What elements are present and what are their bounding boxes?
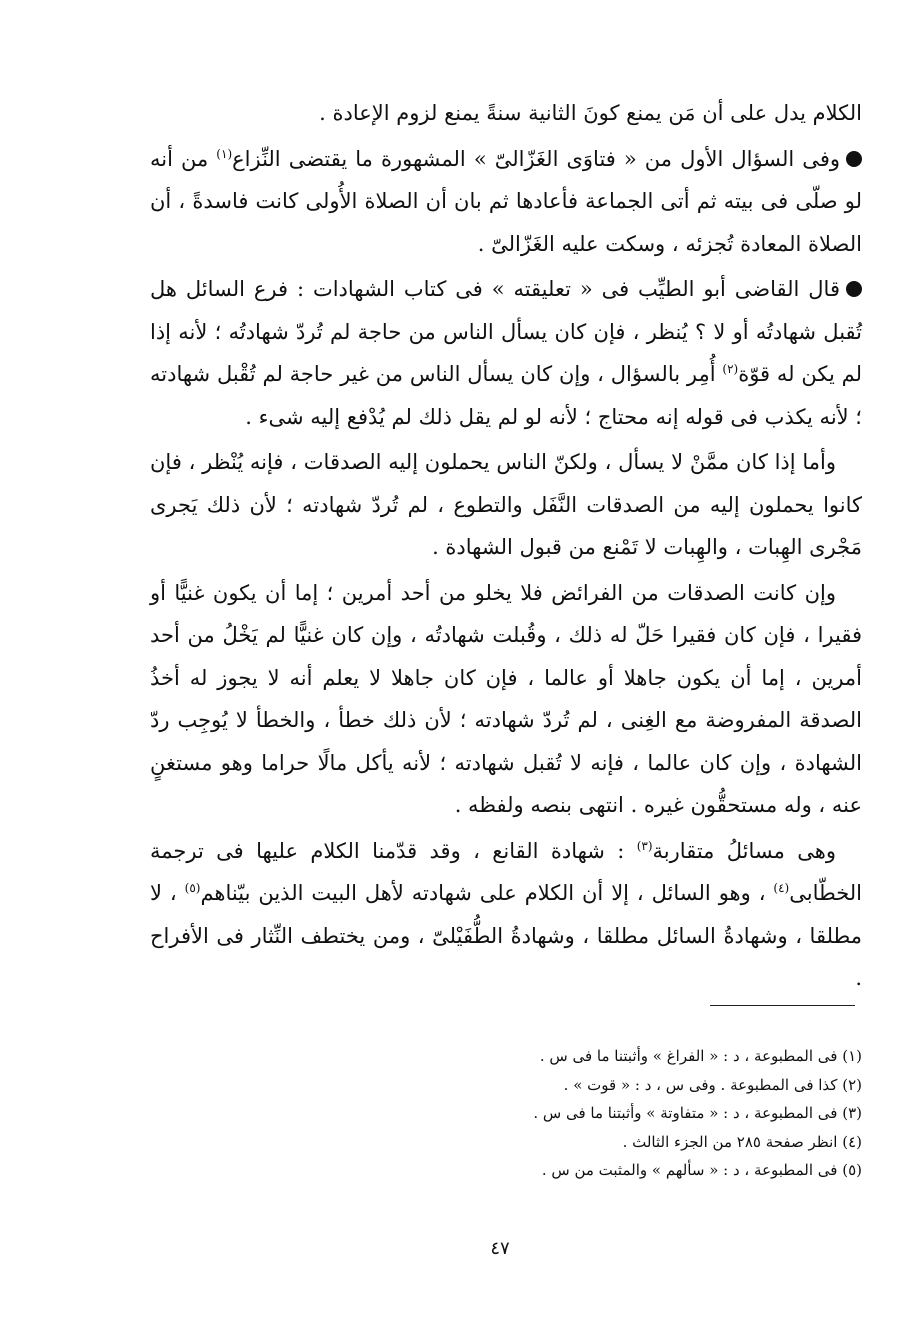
paragraph-text: وأما إذا كان ممَّنْ لا يسأل ، ولكنّ الناس يحملون إليه الصدقات ، فإنه يُنْظر ، فإن كانوا يحملون إليه من الصدقات النَّفَل والتطوع ، لم تُردّ شهادته ؛ لأن ذلك يَجرى مَجْرى الهِبات ، والهِبات لا تَمْنع من قبول الشهادة . (150, 450, 862, 559)
page-number: ٤٧ (490, 1238, 510, 1259)
main-text (150, 92, 862, 1003)
bullet-dot-icon (846, 281, 862, 297)
footnote-ref-3[interactable]: (٣) (636, 838, 653, 853)
paragraph-6 (150, 830, 862, 1000)
footnote-ref-5[interactable]: (٥) (184, 881, 201, 895)
paragraph-text: الكلام يدل على أن مَن يمنع كونَ الثانية سنةً يمنع لزوم الإعادة . (319, 101, 862, 125)
footnotes (320, 1042, 862, 1185)
paragraph-text: وفى السؤال الأول من « فتاوَى الغَزّالىّ » المشهورة ما يقتضى النِّزاع (232, 146, 840, 171)
paragraph-text-cont: أُمِر بالسؤال ، وإن كان يسأل الناس من غير حاجة لم تُقْبل شهادته ؛ لأنه يكذب فى قوله إنه محتاج ؛ لأنه لو لم يقل ذلك لم يُدْفع إليه شىء . (150, 362, 862, 429)
paragraph-1 (150, 92, 862, 135)
paragraph-4 (150, 441, 862, 569)
paragraph-3 (150, 268, 862, 438)
paragraph-text: وإن كانت الصدقات من الفرائض فلا يخلو من أحد أمرين ؛ إما أن يكون غنيًّا أو فقيرا ، فإن كان فقيرا حَلّ له ذلك ، وقُبلت شهادتُه ، وإن كان غنيًّا لم يَخْلُ من أحد أمرين ، إما أن يكون جاهلا أو عالما ، فإن كان جاهلا لا يعلم أنه لا يجوز له أخذُ الصدقة المفروضة مع الغِنى ، لم تُردّ شهادته ؛ لأن ذلك خطأ ، والخطأ لا يُوجِب ردّ الشهادة ، وإن كان عالما ، فإنه لا تُقبل شهادته ؛ لأنه يأكل مالًا حراما وهو مستغنٍ عنه ، وله مستحقُّون غيره . انتهى بنصه ولفظه . (150, 580, 862, 817)
footnote-ref-1[interactable]: (١) (216, 146, 233, 161)
paragraph-text-cont: من أنه لو صلّى فى بيته ثم أتى الجماعة فأعادها ثم بان أن الصلاة الأُولى كانت فاسدةً ، أن الصلاة المعادة تُجزئه ، وسكت عليه الغَزّالىّ . (150, 146, 862, 256)
footnote-4: (٤) انظر صفحة ٢٨٥ من الجزء الثالث . (622, 1132, 862, 1151)
paragraph-text-cont: : شهادة القانع ، وقد قدّمنا الكلام عليها فى ترجمة الخطّابى (150, 838, 862, 905)
footnote-ref-4[interactable]: (٤) (773, 881, 790, 895)
footnote-3: (٣) فى المطبوعة ، د : « متفاوتة » وأثبتنا ما فى س . (533, 1104, 862, 1122)
footnote-1: (١) فى المطبوعة ، د : « الفراغ » وأثبتنا ما فى س . (539, 1047, 862, 1065)
paragraph-text: وهى مسائلُ متقاربة (652, 838, 836, 863)
bullet-dot-icon (846, 151, 862, 167)
footnote-5: (٥) فى المطبوعة ، د : « سألهم » والمثبت من س . (541, 1161, 862, 1179)
paragraph-text: قال القاضى أبو الطيِّب فى « تعليقته » فى كتاب الشهادات : فرع السائل هل تُقبل شهادتُه أو لا ؟ يُنظر ، فإن كان يسأل الناس من حاجة لم تُردّ شهادتُه ؛ لأنه إذا لم يكن له قوّة (150, 277, 862, 386)
paragraph-text-cont: ، وهو السائل ، إلا أن الكلام على شهادته لأهل البيت الذين بيّناهم (200, 881, 774, 905)
paragraph-2 (150, 138, 862, 266)
paragraph-5 (150, 572, 862, 827)
footnote-divider (710, 1005, 855, 1006)
footnote-2: (٢) كذا فى المطبوعة . وفى س ، د : « قوت » . (563, 1075, 862, 1094)
footnote-ref-2[interactable]: (٢) (722, 362, 739, 376)
paragraph-text-cont: ، لا مطلقا ، وشهادةُ السائل مطلقا ، وشهادةُ الطُّفَيْلىّ ، ومن يختطف النِّثار فى الأفراح . (150, 881, 862, 990)
